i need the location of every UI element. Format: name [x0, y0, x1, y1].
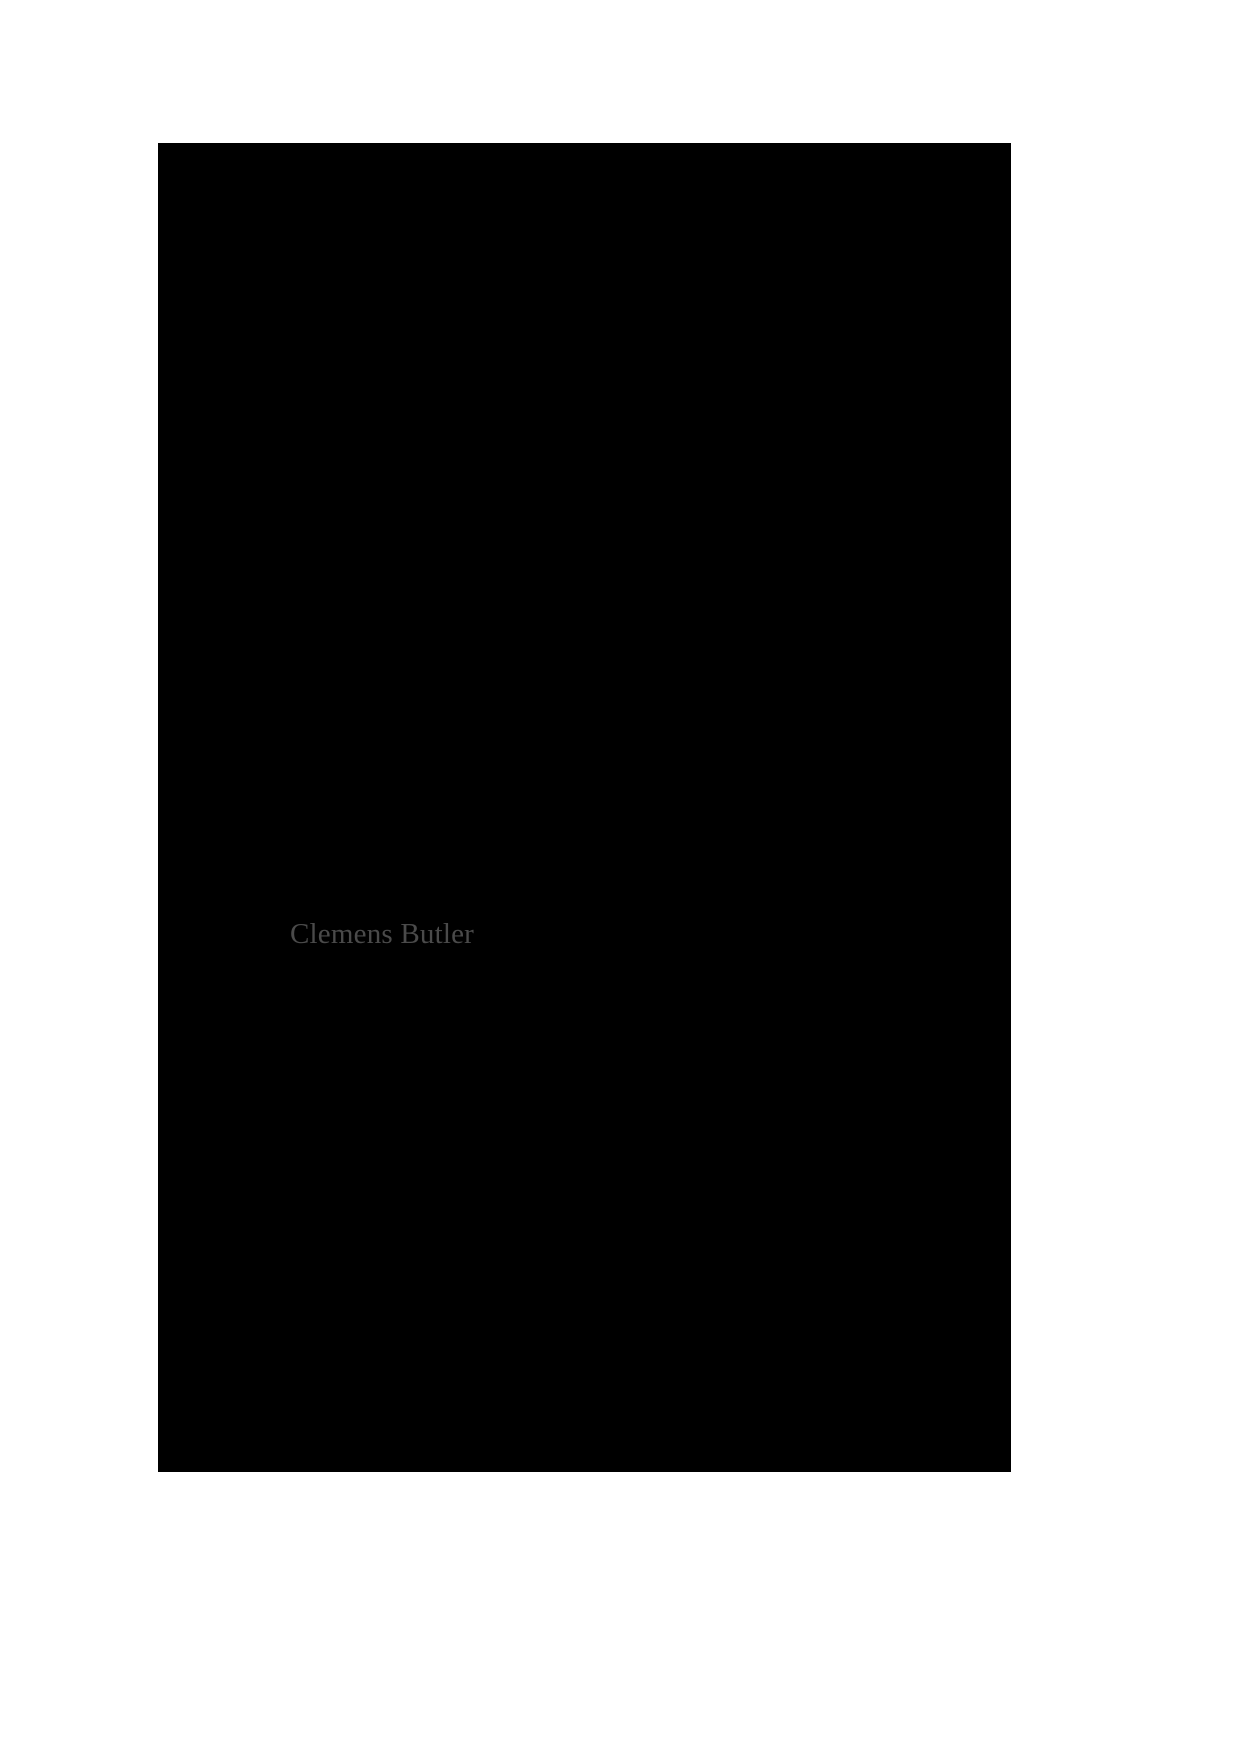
signature-name-text: Clemens Butler	[290, 918, 475, 950]
black-panel	[158, 143, 1011, 1472]
